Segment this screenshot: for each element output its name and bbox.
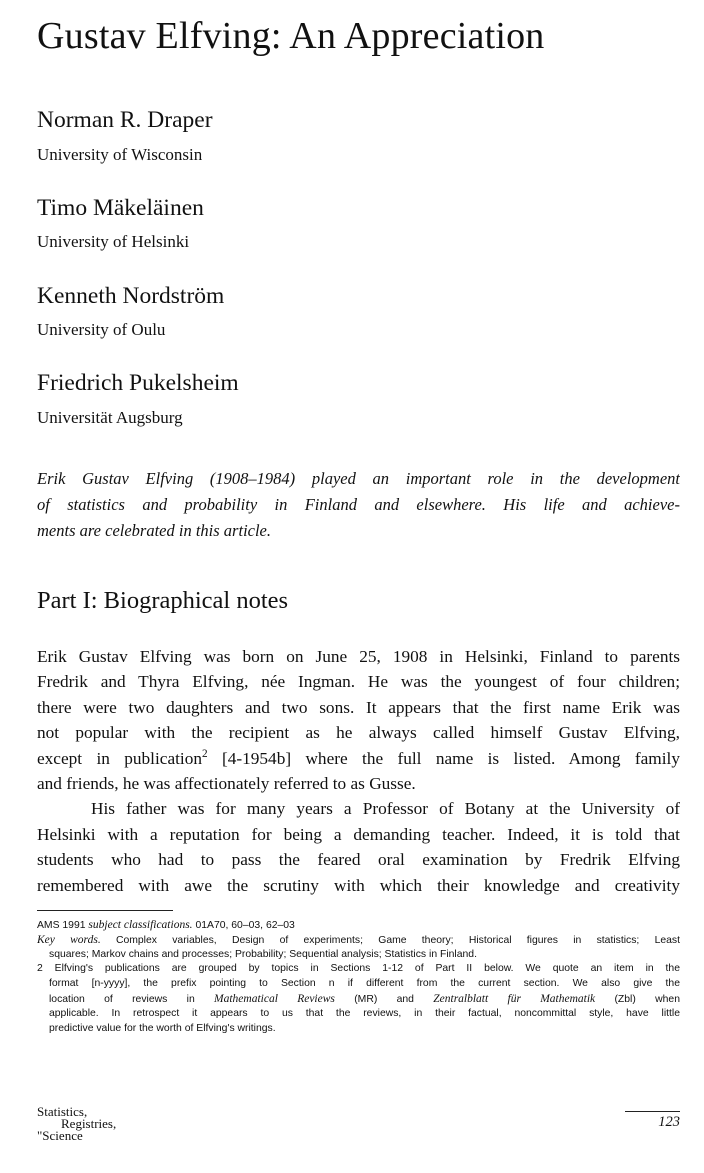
footnote-2-cont [37, 992, 680, 1007]
author-name: Timo Mäkeläinen [37, 195, 204, 221]
author-affiliation: University of Wisconsin [37, 145, 203, 164]
section-heading: Part I: Biographical notes [37, 587, 289, 614]
body-line: His father was for many years a Professor of Botany at the University of [91, 799, 680, 819]
body-line: not popular with the recipient as he always called himself Gustav Elfving, [37, 723, 680, 743]
body-line-text: except in publication [37, 748, 202, 768]
footnote-2 [37, 962, 680, 977]
journal-name: Mathematical Reviews [214, 992, 335, 1005]
keywords-label: Key words. [37, 933, 101, 946]
footnote-2-cont: predictive value for the worth of Elfving's writings. [49, 1022, 276, 1034]
keywords-text: Complex variables, Design of experiments; Game theory; Historical figures in statistics; Least [115, 934, 680, 946]
footnote-keywords [37, 933, 680, 948]
body-line-text: [4-1954b] where the full name is listed. Among family [207, 748, 680, 768]
abstract-line: of statistics and probability in Finland and elsewhere. His life and achieve- [37, 495, 680, 514]
footnote-2-cont: applicable. In retrospect it appears to us that the reviews, in their factual, noncommittal style, have little [49, 1007, 680, 1019]
footnote-ams [37, 918, 680, 933]
author-affiliation: University of Helsinki [37, 232, 190, 251]
footnote-2-cont: format [n-yyyy], the prefix pointing to Section n if different from the current section. We also give the [49, 978, 680, 990]
journal-line: Registries, [61, 1116, 117, 1131]
footnote-marker: 2 [202, 747, 208, 760]
abstract-line: Erik Gustav Elfving (1908–1984) played an important role in the development [37, 469, 680, 488]
journal-imprint [37, 1106, 116, 1142]
body-line: Fredrik and Thyra Elfving, née Ingman. He was the youngest of four children; [37, 672, 680, 692]
footnote-rule [37, 910, 173, 911]
footnotes [37, 918, 680, 1036]
body-line: there were two daughters and two sons. It appears that the first name Erik was [37, 697, 680, 717]
body-line: Erik Gustav Elfving was born on June 25, 1908 in Helsinki, Finland to parents [37, 647, 680, 666]
body-line: Helsinki with a reputation for being a demanding teacher. Indeed, it is told that [37, 824, 680, 844]
footnote-text: location of reviews in [49, 993, 195, 1005]
ams-italic: subject classifications. [88, 919, 193, 931]
footnote-text: (Zbl) when [614, 993, 680, 1005]
author-name: Norman R. Draper [37, 107, 213, 133]
body-line [37, 746, 680, 771]
footnote-number: 2 [37, 963, 43, 975]
footnote-text: (MR) and [354, 993, 414, 1005]
journal-name: Zentralblatt für Mathematik [433, 992, 596, 1005]
page-number-rule [625, 1111, 680, 1112]
body-text [37, 644, 680, 898]
footnote-keywords-cont: squares; Markov chains and processes; Probability; Sequential analysis; Statistics in Finland. [49, 948, 477, 960]
author-affiliation: Universität Augsburg [37, 408, 183, 427]
ams-codes: 01A70, 60–03, 62–03 [195, 920, 295, 931]
body-line: remembered with awe the scrutiny with which their knowledge and creativity [37, 875, 680, 895]
author-affiliation: University of Oulu [37, 320, 166, 339]
footnote-text: Elfving's publications are grouped by topics in Sections 1-12 of Part II below. We quote an item in the [54, 963, 680, 975]
body-line: students who had to pass the feared oral examination by Fredrik Elfving [37, 850, 680, 870]
abstract [37, 466, 680, 544]
abstract-line: ments are celebrated in this article. [37, 521, 272, 540]
author-name: Friedrich Pukelsheim [37, 370, 239, 396]
paper-title: Gustav Elfving: An Appreciation [37, 15, 545, 57]
body-line: and friends, he was affectionately referred to as Gusse. [37, 773, 416, 793]
journal-line: "Science [37, 1128, 83, 1143]
page-number: 123 [658, 1114, 680, 1130]
author-name: Kenneth Nordström [37, 283, 225, 309]
journal-line: Statistics, [37, 1104, 88, 1119]
ams-label: AMS 1991 [37, 920, 86, 931]
